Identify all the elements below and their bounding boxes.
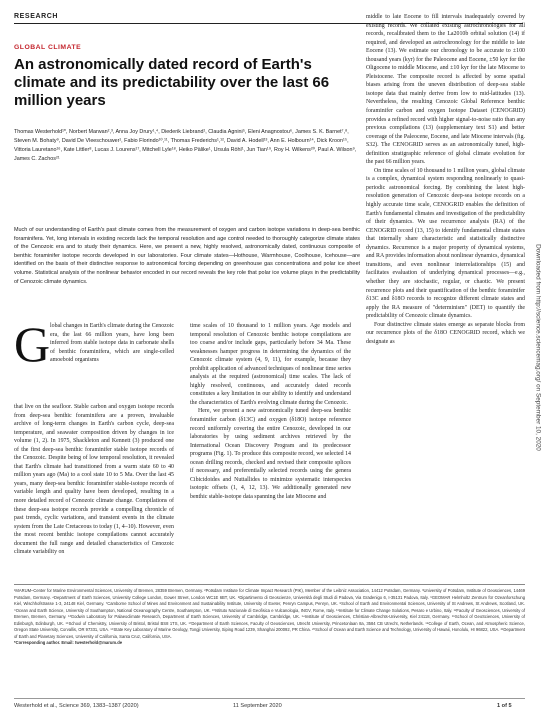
column3-paragraph-3: Four distinctive climate states emerge as separate blocks from our recurrence plots of the δ18O CENOGRID record, which we designate as bbox=[366, 321, 525, 345]
column3-paragraph-2: On time scales of 10 thousand to 1 million years, global climate is a complex, dynamical system responding nonlinearly to quasi-periodic astronomical forcing. By combining the latest high-resolution generation of Cenozoic deep-sea isotope records on a highly accurate time scale, CENOGRID enables the definition of Earth's fundamental climates and investigation of the predictability of their dynamics. We use recurrence analysis (RA) of the CENOGRID record (13, 15) to identify fundamental climate states that internally share characteristic and statistically distinctive dynamics. Recurrence is a major property of dynamical systems, and RA provides information about nonlinear dynamics, dynamical transitions, and even nonlinear interrelationships (15) and facilitates evaluation of underlying dynamical processes—e.g., whether they are stochastic, regular, or chaotic. We present recurrence plots and their quantification of the benthic foraminifer δ13C and δ18O records to recognize different climate states and apply the RA measure of "determinism" (DET) to quantify the predictability of Cenozoic climate dynamics. bbox=[366, 167, 525, 320]
affiliations: ¹MARUM–Center for Marine Environmental Sciences, University of Bremen, 28359 Bremen, Germany. ²Potsdam Institute for Climate Impact Research (PIK), Member of the Leibniz Association, 14412 Potsdam, Germany. ³University of Potsdam, Institute of Geosciences, 14469 Potsdam, Germany. ⁴Department of Earth Sciences, University College London, Gower Street, London WC1E 6BT, UK. ⁵Dipartimento di Geoscienze, Università degli Studi di Padova, Via Gradenigo 6, I-35131 Padova, Italy. ⁶GEOMAR Helmholtz Zentrum für Ozeanforschung Kiel, Wischhofstrasse 1-3, 24148 Kiel, Germany. ⁷Camborne School of Mines and Environment and Sustainability Institute, University of Exeter, Penryn Campus, Penryn, UK. ⁸School of Earth and Environmental Sciences, University of St Andrews, St Andrews, Scotland, UK. ⁹Ocean and Earth Science, University of Southampton, National Oceanography Centre, Southampton, UK. ¹⁰Istituto Nazionale di Geofisica e Vulcanologia, INGV, Rome, Italy. ¹¹Institute for Climate Change Solutions, Pesaro e Urbino, Italy. ¹²Faculty of Geosciences, University of Bremen, Bremen, Germany. ¹³Godwin Laboratory for Palaeoclimate Research, Department of Earth Sciences, University of Cambridge, Cambridge, UK. ¹⁴Institute of Geosciences, Christian-Albrechts-University, Kiel 24118, Germany. ¹⁵School of GeoSciences, University of Edinburgh, Edinburgh, UK. ¹⁶School of Chemistry, University of Bristol, Bristol BS8 1TS, UK. ¹⁷Department of Earth Sciences, Faculty of Geosciences, Utrecht University, Princetonlaan 8a, 3584 CB Utrecht, Netherlands. ¹⁸College of Earth, Ocean, and Atmospheric Science, Oregon State University, Corvallis, OR 97331, USA. ¹⁹State Key Laboratory of Marine Geology, Tongji University, Siping Road 1239, Shanghai 200092, PR China. ²⁰School of Ocean and Earth Science and Technology, University of Hawaii, Honolulu, HI 96822, USA. ²¹Department of Earth and Planetary Sciences, University of California, Santa Cruz, California, USA. bbox=[14, 588, 525, 639]
column1-body: that live on the seafloor. Stable carbon and oxygen isotope records from deep-sea benthic foraminifera are a proven, invaluable archive of long-term changes in Earth's carbon cycle, deep-sea temperature, and seawater composition driven by changes in ice volume (1, 2). In 1975, Shackleton and Kennett (3) produced one of the first deep-sea benthic foraminifer stable isotope records of the Cenozoic. Despite being of low temporal resolution, it revealed that Earth's climate had transitioned from a warm state 60 to 40 million years ago (Ma) to a cool state 10 to 5 Ma. Over the last 45 years, many deep-sea benthic foraminifer stable-isotope records of variable length and quality have been developed, resulting in a more detailed record of Cenozoic climate change. Compilations of these deep-sea isotope records provide a compelling chronicle of past trends, cyclic variations, and transient events in the climate system from the Late Cretaceous to today (1, 4–10). However, even the most recent benthic isotope compilations cannot accurately document the full range and detailed characteristics of Cenozoic climate variability on bbox=[14, 404, 174, 556]
abstract: Much of our understanding of Earth's past climate comes from the measurement of oxygen and carbon isotope variations in deep-sea benthic foraminifera. Yet, long intervals in existing records lack the temporal resolution and age control needed to thoroughly categorize climate states of the Cenozoic era and to study their dynamics. Here, we present a new, highly resolved, astronomically dated, continuous composite of benthic foraminifer isotope records developed in our laboratories. Four climate states—Hothouse, Warmhouse, Coolhouse, Icehouse—are identified on the basis of their distinctive response to astronomical forcing depending on greenhouse gas concentrations and polar ice sheet volume. Statistical analysis of the nonlinear behavior encoded in our record reveals the key role that polar ice volume plays in the predictability of Cenozoic climate dynamics. bbox=[14, 227, 360, 285]
column2-paragraph-2: Here, we present a new astronomically tuned deep-sea benthic foraminifer carbon (δ13C) and oxygen (δ18O) isotope reference record uniformly covering the entire Cenozoic, developed in our laboratories by using sediment archives retrieved by the International Ocean Discovery Program and its predecessor programs (Fig. 1). To produce this composite record, we selected 14 ocean drilling records, checked and revised their composite splices if necessary, and preferentially selected records using the genera Cibicidoides and Nuttallides to minimize systematic interspecies isotopic offsets (1, 4, 12, 13). We additionally generated new benthic stable-isotope data spanning the late Miocene and bbox=[190, 408, 351, 500]
affiliations-footnotes bbox=[14, 584, 525, 647]
column1-lead: lobal changes in Earth's climate during the Cenozoic era, the last 66 million years, have long been inferred from stable isotope data in carbonate shells of benthic foraminifera, which are single-celled amoeboid organisms bbox=[50, 323, 174, 364]
column2-paragraph-1: time scales of 10 thousand to 1 million years. Age models and temporal resolution of Cenozoic benthic isotope compilations are too coarse and/or include gaps, particularly before 34 Ma. These weaknesses hamper progress in determining the dynamics of the Cenozoic climate system (4, 9, 11), for example, because they prohibit application of advanced techniques of nonlinear time series analysis at the required (astronomical) time scales. The lack of highly resolved, continuous, and accurately dated records constitutes a key limitation in our ability to identify and understand the characteristics of Earth's evolving climate during the Cenozoic. bbox=[190, 323, 351, 406]
section-label: GLOBAL CLIMATE bbox=[14, 44, 82, 51]
section-band: RESEARCH bbox=[14, 13, 59, 20]
column3-paragraph-1: middle to late Eocene to fill intervals inadequately covered by existing records. We collated existing astrochronologies for all records, recalibrated them to the La2010b orbital solution (14) if required, and developed an astrochronology for the middle to late Eocene (13). We estimate our chronology to be accurate to ±100 thousand years (kyr) for the Paleocene and Eocene, ±50 kyr for the Oligocene to middle Miocene, and ±10 kyr for the late Miocene to Pleistocene. The composite record is affected by some spatial biases arising from the uneven distribution of deep-sea stable isotope data that mainly derive from low to mid-latitudes (13). Nevertheless, the resulting Cenozoic Global Reference benthic foraminifer carbon and oxygen Isotope Dataset (CENOGRID) provides a refined record with higher signal-to-noise ratio than any previous compilations (13) (supplementary text S1) and better coverage of the Paleocene, Eocene, and late Miocene intervals (fig. S32). The CENOGRID serves as an astronomically tuned, high-definition stratigraphic reference of global climate evolution for the past 66 million years. bbox=[366, 14, 525, 166]
drop-cap: G bbox=[14, 316, 51, 372]
author-list: Thomas Westerhold¹*, Norbert Marwan²,³, Anna Joy Drury¹,⁴, Diederik Liebrand¹, Claudia Agnini⁵, Eleni Anagnostou⁶, James S. K. Barnet⁷,⁸, Steven M. Bohaty⁹, David De Vleeschouwer¹, Fabio Florindo¹⁰,¹¹, Thomas Frederichs¹,¹², David A. Hodell¹³, Ann E. Holbourn¹⁴, Dick Kroon¹⁵, Vittoria Lauretano¹⁶, Kate Littler⁸, Lucas J. Lourens¹⁷, Mitchell Lyle¹⁸, Heiko Pälike¹, Ursula Röhl¹, Jun Tian¹⁹, Roy H. Wilkens²⁰, Paul A. Wilson⁹, James C. Zachos²¹ bbox=[14, 129, 357, 163]
footer-citation: Westerhold et al., Science 369, 1383–1387 (2020) bbox=[14, 703, 139, 709]
article-title: An astronomically dated record of Earth's climate and its predictability over the last 66 million years bbox=[14, 56, 330, 109]
corresponding-author: *Corresponding author. Email: twesterhold@marum.de bbox=[14, 640, 123, 646]
column2-body bbox=[190, 322, 351, 501]
download-note: Downloaded from http://science.sciencemag.org/ on September 10, 2020 bbox=[534, 244, 542, 451]
download-watermark bbox=[532, 170, 544, 530]
footer-rule bbox=[14, 698, 525, 699]
footnote-rule bbox=[14, 584, 525, 585]
column3-body bbox=[366, 13, 525, 346]
page-number: 1 of 5 bbox=[497, 703, 512, 709]
footer-date: 11 September 2020 bbox=[233, 703, 282, 709]
